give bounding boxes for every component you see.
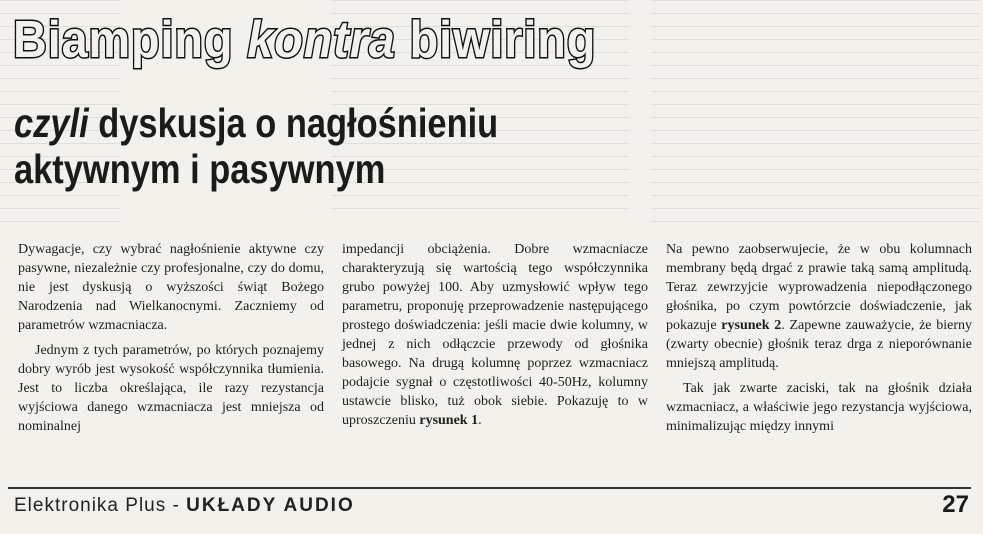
section-name: UKŁADY AUDIO	[186, 495, 355, 516]
article-title	[13, 8, 596, 72]
paragraph-text: Tak jak zwarte zaciski, tak na głośnik działa wzmacniacz, a właściwie jego rezystancja wyjściowa, minimalizując między innymi	[666, 381, 972, 434]
title-part-2: kontra	[247, 11, 396, 69]
title-part-3: biwiring	[395, 11, 597, 69]
paragraph-text: .	[478, 413, 482, 428]
page-number: 27	[942, 491, 969, 518]
paragraph-text: Dywagacje, czy wybrać nagłośnienie aktywne czy pasywne, niezależnie czy profesjonalne, czy do domu, nie jest dyskusją o wyższości świąt Bożego Narodzenia nad Wielkanocnymi. Zaczniemy od parametrów wzmacniacza.	[18, 242, 324, 333]
paragraph	[18, 341, 324, 436]
bleed-through-right	[650, 0, 980, 232]
paragraph	[666, 379, 972, 436]
paragraph-text: Na pewno zaobserwujecie, że w obu kolumnach membrany będą drgać z prawie taką samą amplitudą. Teraz zewrzyjcie wyprowadzenia niepodłączonego głośnika, po czym powtórzcie doświadczenie, jak pokazuje	[666, 242, 972, 333]
subtitle-line-2: aktywnym i pasywnym	[14, 146, 386, 192]
subtitle-line-1: dyskusja o nagłośnieniu	[88, 100, 499, 146]
running-footer	[14, 495, 355, 517]
figure-reference: rysunek 1	[419, 413, 479, 428]
paragraph-text: impedancji obciążenia. Dobre wzmacniacze charakteryzują się wartością tego współczynnika grubo powyżej 100. Aby uzmysłowić wpływ tego parametru, proponuję przeprowadzenie następującego prostego doświadczenia: jeśli macie dwie kolumny, w jednej z nich odłączcie przewody od głośnika basowego. Na drugą kolumnę poprzez wzmacniacz podajcie sygnał o częstotliwości 40-50Hz, kolumny ustawcie blisko, tuż obok siebie. Pokazuję to w uproszczeniu	[342, 242, 648, 428]
title-part-1: Biamping	[13, 11, 248, 69]
magazine-name: Elektronika Plus -	[14, 495, 187, 516]
text-column-3	[666, 240, 972, 436]
text-column-2	[342, 240, 648, 430]
paragraph	[342, 240, 648, 430]
text-column-1	[18, 240, 324, 436]
figure-reference: rysunek 2	[721, 318, 782, 333]
paragraph	[666, 240, 972, 373]
paragraph-text: Jednym z tych parametrów, po których poznajemy dobry wyrób jest wysokość współczynnika tłumienia. Jest to liczba określająca, ile razy rezystancja wyjściowa danego wzmacniacza jest mniejsza od nominalnej	[18, 343, 324, 434]
footer-rule	[8, 487, 971, 489]
paragraph-text: . Zapewne zauważycie, że bierny (zwarty obecnie) głośnik teraz drga z nieporównanie mniejszą amplitudą.	[666, 318, 973, 371]
paragraph	[18, 240, 324, 335]
article-subtitle	[14, 100, 498, 192]
subtitle-italic: czyli	[14, 100, 89, 146]
